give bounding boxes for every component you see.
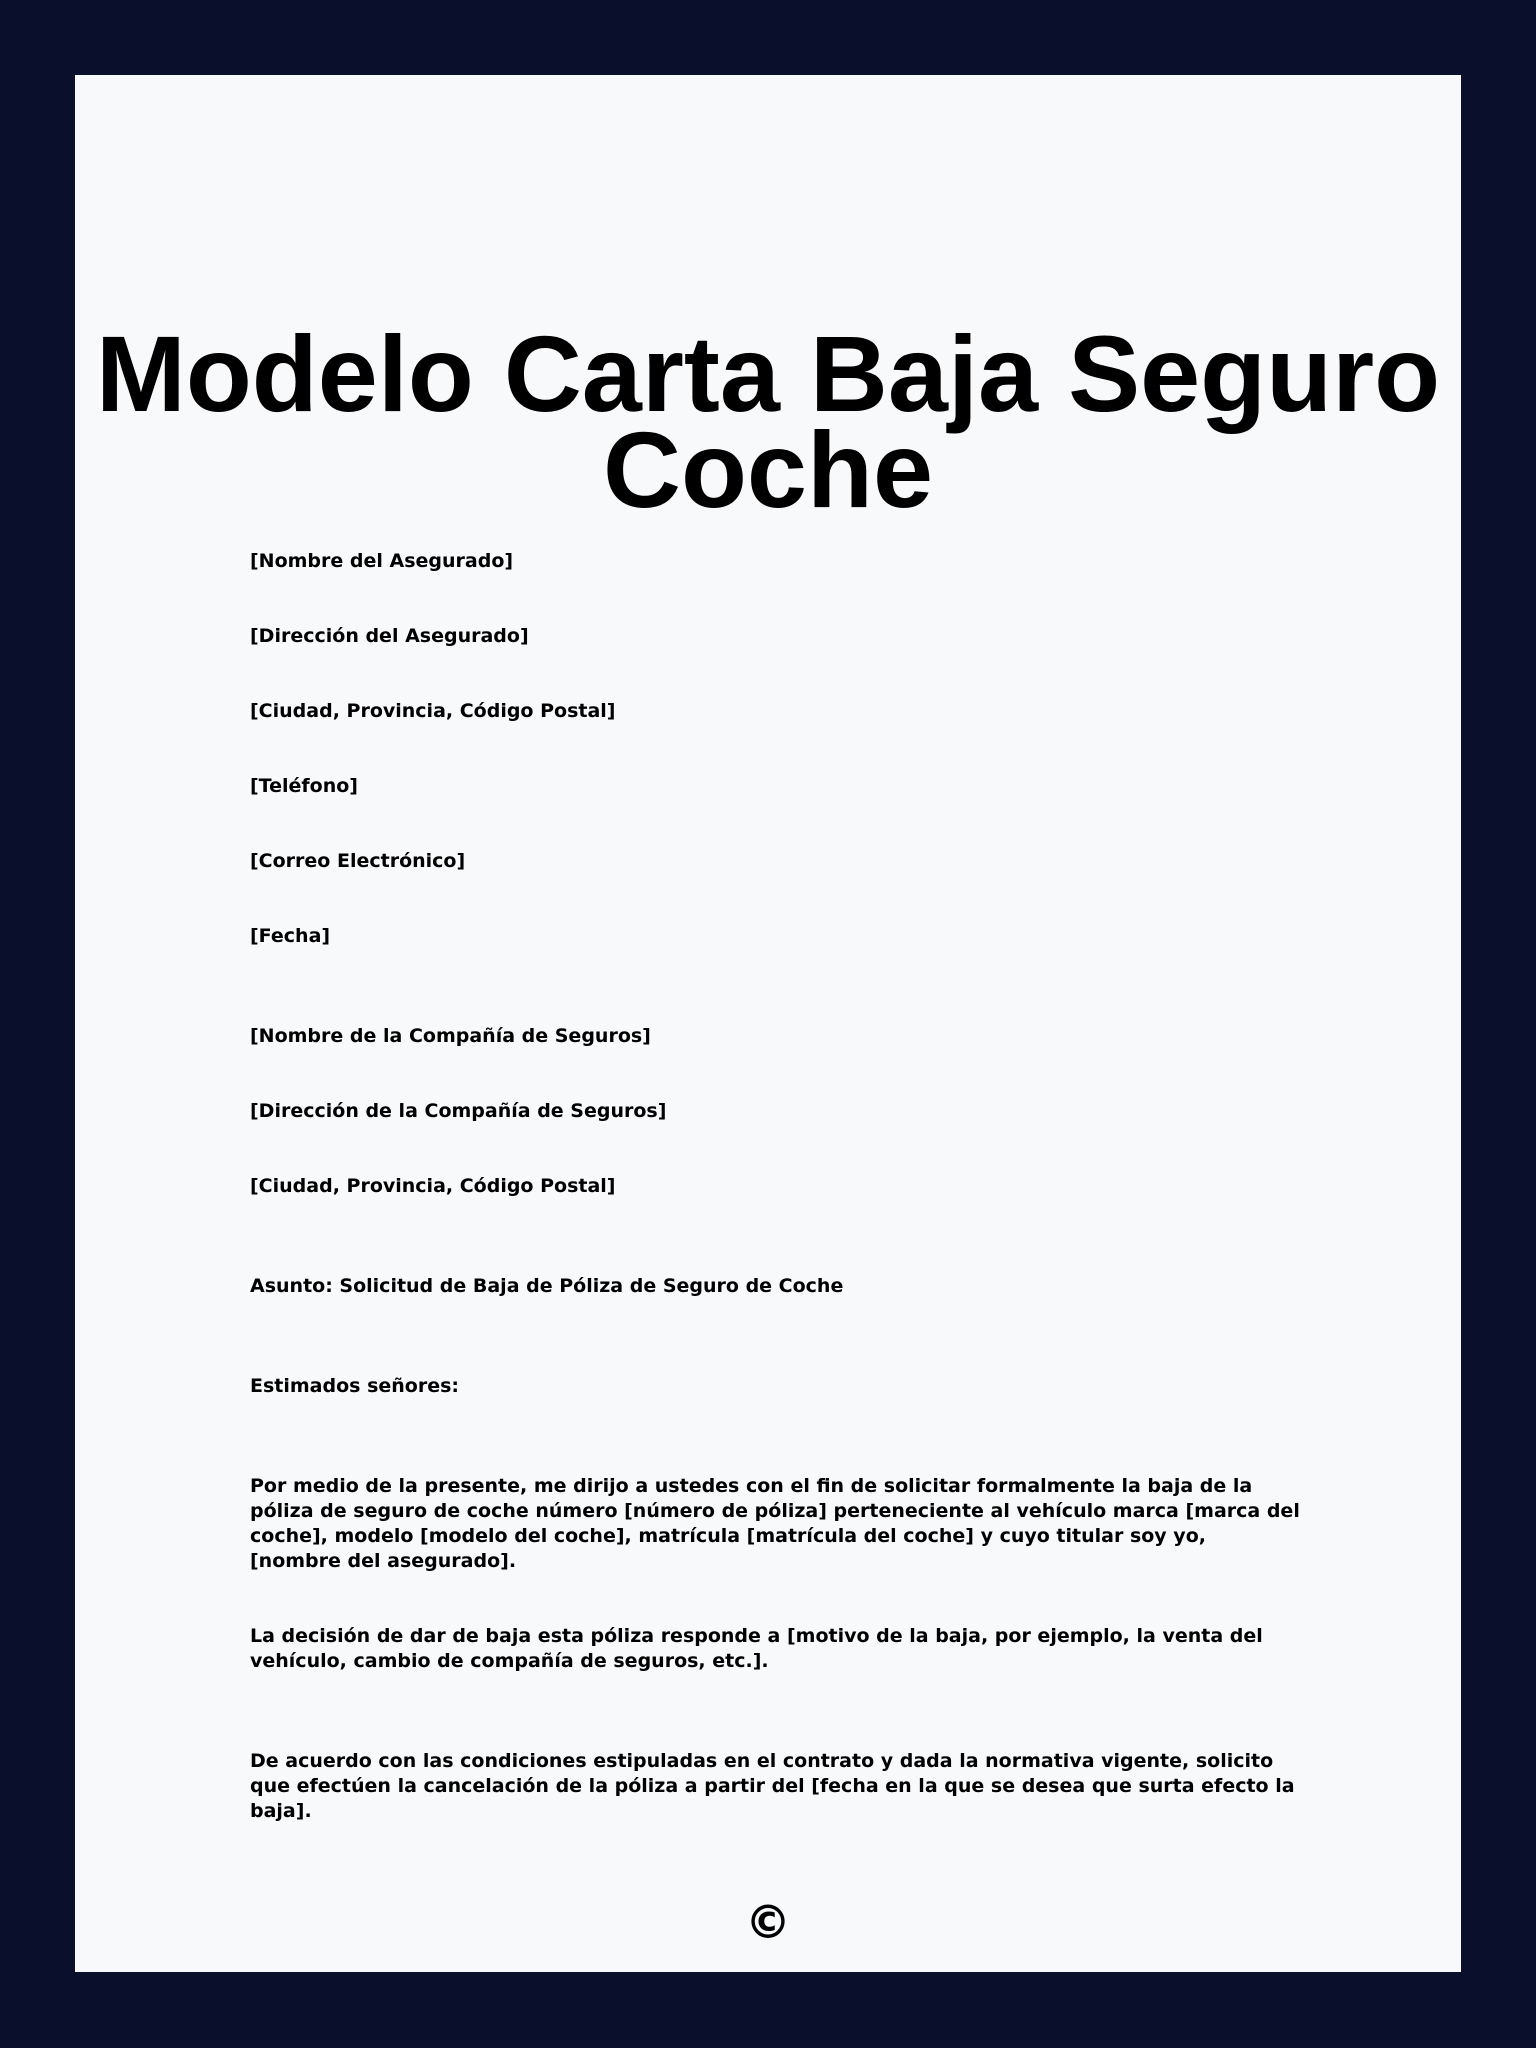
letter-subject: Asunto: Solicitud de Baja de Póliza de Seguro de Coche <box>250 1275 844 1297</box>
letter-page <box>75 75 1461 1972</box>
sender-email: [Correo Electrónico] <box>250 850 466 872</box>
sender-name: [Nombre del Asegurado] <box>250 550 514 572</box>
body-paragraph-2: La decisión de dar de baja esta póliza responde a [motivo de la baja, por ejemplo, la venta del vehículo, cambio de compañía de seguros, etc.]. <box>250 1625 1263 1672</box>
recipient-name: [Nombre de la Compañía de Seguros] <box>250 1025 651 1047</box>
sender-phone: [Teléfono] <box>250 775 358 797</box>
letter-date: [Fecha] <box>250 925 331 947</box>
recipient-address: [Dirección de la Compañía de Seguros] <box>250 1100 667 1122</box>
copyright-icon: © <box>745 1895 791 1949</box>
body-paragraph-3: De acuerdo con las condiciones estipuladas en el contrato y dada la normativa vigente, solicito que efectúen la cancelación de la póliza a partir del [fecha en la que se desea que surta efecto la baja]. <box>250 1750 1295 1822</box>
body-paragraph-1: Por medio de la presente, me dirijo a ustedes con el fin de solicitar formalmente la baja de la póliza de seguro de coche número [número de póliza] perteneciente al vehículo marca [marca del coche], modelo [modelo del coche], matrícula [matrícula del coche] y cuyo titular soy yo, [nombre del asegurado]. <box>250 1475 1300 1572</box>
sender-address: [Dirección del Asegurado] <box>250 625 529 647</box>
page-title-line-2: Coche <box>602 409 934 530</box>
page-title-line-1: Modelo Carta Baja Seguro <box>95 313 1441 434</box>
sender-city: [Ciudad, Provincia, Código Postal] <box>250 700 616 722</box>
recipient-city: [Ciudad, Provincia, Código Postal] <box>250 1175 616 1197</box>
page-title <box>75 313 1461 530</box>
letter-salutation: Estimados señores: <box>250 1375 460 1397</box>
